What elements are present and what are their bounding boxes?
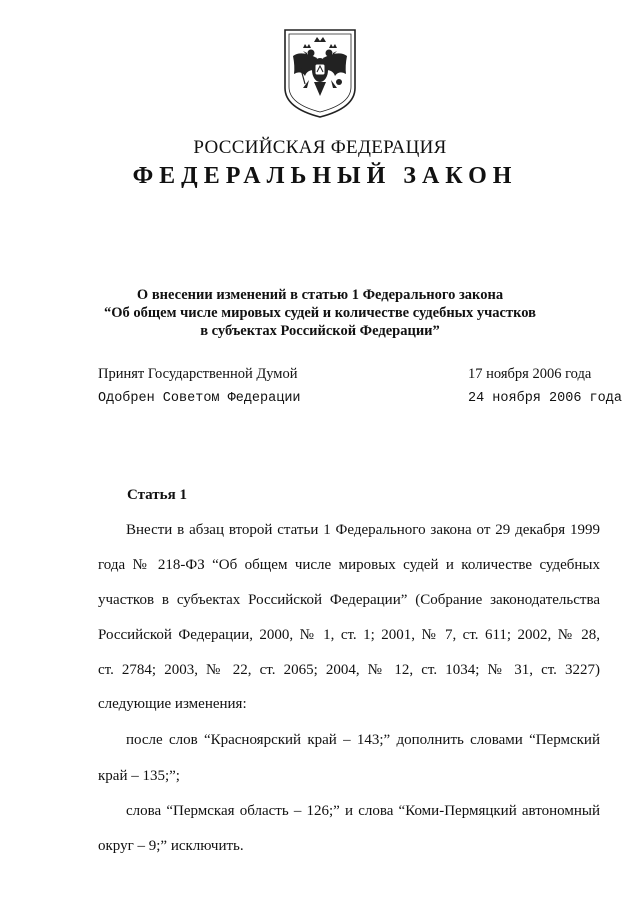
- article-text-line: после слов “Красноярский край – 143;” дополнить словами “Пермский: [126, 732, 600, 748]
- coat-of-arms-emblem: [281, 26, 359, 120]
- article-text-line: округ – 9;” исключить.: [98, 838, 244, 854]
- article-text-line: край – 135;”;: [98, 768, 180, 784]
- law-title: [0, 286, 640, 340]
- article-heading: Статья 1: [127, 487, 187, 503]
- adoption-date: 24 ноября 2006 года: [468, 391, 622, 406]
- adoption-label: Одобрен Советом Федерации: [98, 391, 301, 406]
- document-type: ФЕДЕРАЛЬНЫЙ ЗАКОН: [132, 163, 518, 189]
- article-text-line: Внести в абзац второй статьи 1 Федерального закона от 29 декабря 1999: [126, 522, 600, 538]
- article-text-line: года № 218-ФЗ “Об общем числе мировых судей и количестве судебных: [98, 557, 600, 573]
- adoption-label: Принят Государственной Думой: [98, 366, 298, 382]
- country-name: РОССИЙСКАЯ ФЕДЕРАЦИЯ: [193, 137, 447, 158]
- russian-coat-of-arms-icon: [281, 26, 359, 120]
- law-title-line: О внесении изменений в статью 1 Федерального закона: [136, 287, 504, 303]
- law-title-line: “Об общем числе мировых судей и количестве судебных участков: [104, 305, 536, 321]
- article-text-line: участков в субъектах Российской Федерации” (Собрание законодательства: [98, 592, 600, 608]
- law-title-line: в субъектах Российской Федерации”: [200, 323, 440, 339]
- article-text-line: слова “Пермская область – 126;” и слова “Коми-Пермяцкий автономный: [126, 803, 600, 819]
- adoption-date: 17 ноября 2006 года: [468, 366, 592, 382]
- article-text-line: следующие изменения:: [98, 696, 247, 712]
- article-text-line: Российской Федерации, 2000, № 1, ст. 1; 2001, № 7, ст. 611; 2002, № 28,: [98, 627, 600, 643]
- article-text-line: ст. 2784; 2003, № 22, ст. 2065; 2004, № 12, ст. 1034; № 31, ст. 3227): [98, 662, 600, 678]
